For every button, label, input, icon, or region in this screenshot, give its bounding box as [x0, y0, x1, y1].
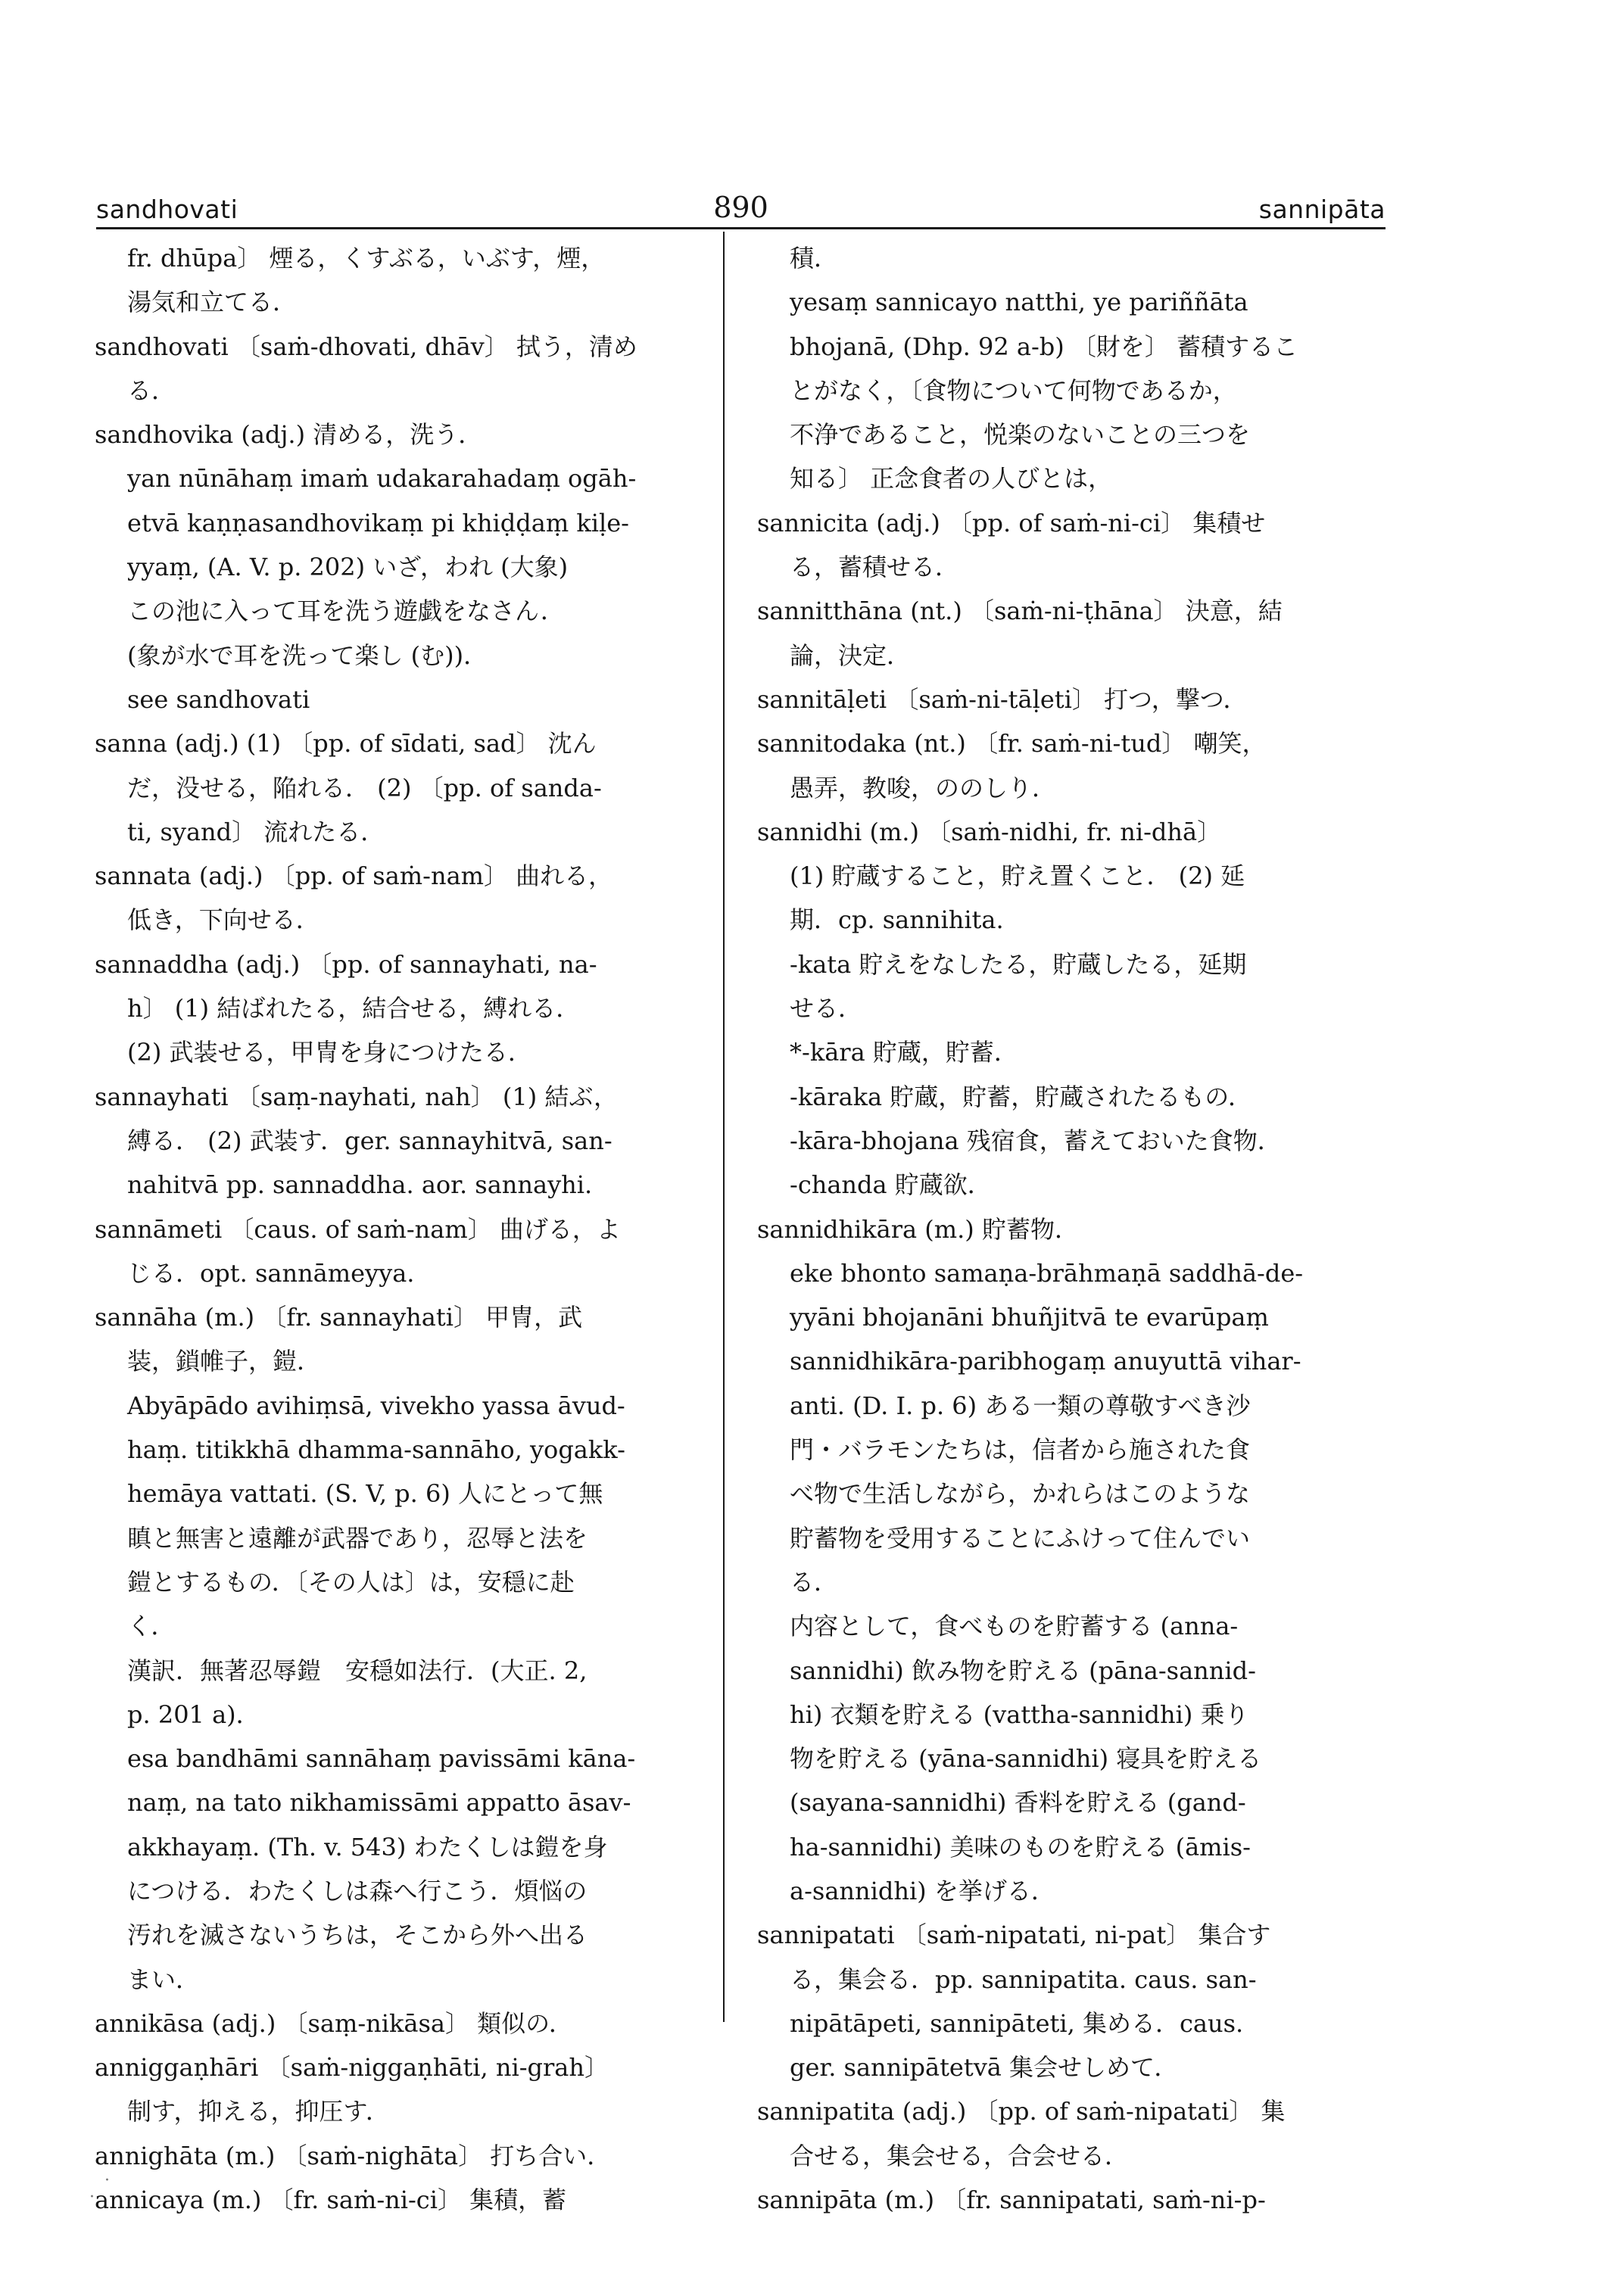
entry-line: る，蓄積せる． — [790, 553, 960, 582]
entry-line: h〕 (1) 結ばれたる，結合せる，縛れる． — [127, 994, 581, 1023]
entry-line: fr. dhūpa〕 煙る，くすぶる，いぶす，煙， — [127, 244, 606, 273]
entry-line: 貯蓄物を受用することにふけって住んでい — [790, 1523, 1251, 1553]
headword-line: annighāta (m.) 〔saṁ-nighāta〕 打ち合い． — [95, 2141, 612, 2170]
headword-line: sannitāḷeti 〔saṁ-ni-tāḷeti〕 打つ，撃つ． — [757, 684, 1248, 714]
entry-line: 門・バラモンたちは，信者から施された食 — [790, 1435, 1251, 1465]
entry-line: p. 201 a)． — [127, 1699, 260, 1729]
entry-line: 愚弄，教唆，ののしり． — [790, 773, 1057, 802]
scan-speck: · — [104, 2171, 110, 2190]
entry-line: hi) 衣類を貯える (vattha-sannidhi) 乗り — [790, 1699, 1249, 1729]
entry-line: see sandhovati — [127, 684, 310, 714]
entry-line: etvā kaṇṇasandhovikaṃ pi khiḍḍaṃ kiḷe- — [127, 508, 629, 537]
entry-line: 制す，抑える，抑圧す． — [127, 2097, 390, 2126]
entry-line: sannidhikāra-paribhogaṃ anuyuttā vihar- — [790, 1347, 1301, 1376]
entry-line: (象が水で耳を洗って楽し (む))． — [127, 640, 488, 670]
entry-line: yyāni bhojanāni bhuñjitvā te evarūpaṃ — [790, 1303, 1269, 1332]
page-header — [96, 189, 1386, 229]
entry-line: akkhayaṃ. (Th. v. 543) わたくしは鎧を身 — [127, 1832, 608, 1862]
entry-line: esa bandhāmi sannāhaṃ pavissāmi kāna- — [127, 1744, 636, 1774]
headword-line: annikāsa (adj.) 〔saṃ-nikāsa〕 類似の． — [95, 2008, 573, 2038]
entry-line: ha-sannidhi) 美味のものを貯える (āmis- — [790, 1832, 1251, 1862]
entry-line: (1) 貯蔵すること，貯え置くこと． (2) 延 — [790, 861, 1245, 891]
header-rule — [96, 227, 1386, 229]
entry-line: 湯気和立てる． — [127, 288, 298, 317]
headword-line: sannitodaka (nt.) 〔fr. saṁ-ni-tud〕 嘲笑， — [757, 729, 1267, 759]
entry-line: ti, syand〕 流れたる． — [127, 817, 385, 846]
headword-line: sannipāta (m.) 〔fr. sannipatati, saṁ-ni-p- — [757, 2186, 1266, 2215]
entry-line: anti. (D. I. p. 6) ある一類の尊敬すべき沙 — [790, 1391, 1251, 1420]
entry-line: 漢訳．無著忍辱鎧 安穏如法行．(大正. 2, — [127, 1656, 588, 1685]
entry-line: yyaṃ, (A. V. p. 202) いざ，われ (大象) — [127, 553, 569, 582]
entry-line: 装，鎖帷子，鎧． — [127, 1347, 322, 1376]
entry-line: -kāraka 貯蔵，貯蓄，貯蔵されたるもの． — [790, 1082, 1253, 1111]
headword-line: annicaya (m.) 〔fr. saṁ-ni-ci〕 集積，蓄 — [95, 2186, 567, 2215]
entry-line: hemāya vattati. (S. V, p. 6) 人にとって無 — [127, 1479, 603, 1509]
entry-line: 期．cp. sannihita. — [790, 905, 1004, 935]
entry-line: 積． — [790, 244, 839, 273]
entry-line: 知る〕 正念食者の人びとは， — [790, 464, 1113, 494]
page-number: 890 — [713, 191, 768, 224]
headword-line: sannipatita (adj.) 〔pp. of saṁ-nipatati〕 集 — [757, 2097, 1286, 2126]
entry-line: (2) 武装せる，甲冑を身につけたる． — [127, 1038, 532, 1067]
entry-line: この池に入って耳を洗う遊戯をなさん． — [127, 597, 565, 626]
entry-line: る． — [127, 375, 176, 405]
entry-line: ger. sannipātetvā 集会せしめて． — [790, 2053, 1179, 2083]
entry-line: 縛る． (2) 武装す．ger. sannayhitvā, san- — [127, 1126, 613, 1155]
entry-line: 低き，下向せる． — [127, 905, 320, 935]
right-column — [757, 236, 1386, 2222]
entry-line: 合せる，集会せる，合会せる． — [790, 2141, 1130, 2170]
headword-line: sandhovika (adj.) 清める，洗う． — [95, 420, 483, 450]
entry-line: とがなく，〔食物について何物であるか， — [790, 375, 1237, 405]
headword-line: sannitthāna (nt.) 〔saṁ-ni-ṭhāna〕 決意，結 — [757, 597, 1283, 626]
right-guide-word: sannipāta — [1258, 195, 1386, 224]
entry-line: る，集会る．pp. sannipatita. caus. san- — [790, 1964, 1257, 1994]
entry-line: nipātāpeti, sannipāteti, 集める．caus. — [790, 2008, 1244, 2038]
entry-line: naṃ, na tato nikhamissāmi appatto āsav- — [127, 1788, 631, 1818]
headword-line: sannipatati 〔saṁ-nipatati, ni-pat〕 集合す — [757, 1921, 1271, 1950]
entry-line: (sayana-sannidhi) 香料を貯える (gand- — [790, 1788, 1246, 1818]
column-divider — [723, 232, 725, 2022]
entry-line: べ物で生活しながら，かれらはこのような — [790, 1479, 1251, 1509]
entry-line: じる．opt. sannāmeyya. — [127, 1258, 415, 1288]
entry-line: Abyāpādo avihiṃsā, vivekho yassa āvud- — [127, 1391, 625, 1420]
entry-line: haṃ. titikkhā dhamma-sannāho, yogakk- — [127, 1435, 625, 1465]
left-column — [95, 236, 712, 2222]
headword-line: sannayhati 〔saṃ-nayhati, nah〕 (1) 結ぶ， — [95, 1082, 618, 1111]
entry-line: せる． — [790, 994, 863, 1023]
entry-line: nahitvā pp. sannaddha. aor. sannayhi. — [127, 1170, 593, 1200]
entry-line: -kata 貯えをなしたる，貯蔵したる，延期 — [790, 949, 1247, 979]
entry-line: a-sannidhi) を挙げる． — [790, 1876, 1055, 1905]
entry-line: 不浄であること，悦楽のないことの三つを — [790, 420, 1251, 450]
headword-line: anniggaṇhāri 〔saṁ-niggaṇhāti, ni-grah〕 — [95, 2053, 609, 2083]
headword-line: sannidhikāra (m.) 貯蓄物． — [757, 1214, 1079, 1244]
entry-line: 瞋と無害と遠離が武器であり，忍辱と法を — [127, 1523, 588, 1553]
entry-line: 物を貯える (yāna-sannidhi) 寝具を貯える — [790, 1744, 1262, 1774]
headword-line: sanna (adj.) (1) 〔pp. of sīdati, sad〕 沈ん — [95, 729, 597, 759]
entry-line: -chanda 貯蔵欲． — [790, 1170, 992, 1200]
left-guide-word: sandhovati — [96, 195, 238, 224]
entry-line: yesaṃ sannicayo natthi, ye pariññāta — [790, 288, 1248, 317]
entry-line: yan nūnāhaṃ imaṁ udakarahadaṃ ogāh- — [127, 464, 637, 494]
headword-line: sannidhi (m.) 〔saṁ-nidhi, fr. ni-dhā〕 — [757, 817, 1222, 846]
entry-line: *-kāra 貯蔵，貯蓄． — [790, 1038, 1018, 1067]
entry-line: まい． — [127, 1964, 201, 1994]
entry-line: -kāra-bhojana 残宿食，蓄えておいた食物． — [790, 1126, 1282, 1155]
entry-line: sannidhi) 飲み物を貯える (pāna-sannid- — [790, 1656, 1256, 1685]
headword-line: sannicita (adj.) 〔pp. of saṁ-ni-ci〕 集積せ — [757, 508, 1266, 537]
headword-line: sannaddha (adj.) 〔pp. of sannayhati, na- — [95, 949, 597, 979]
headword-line: sannāha (m.) 〔fr. sannayhati〕 甲冑，武 — [95, 1303, 583, 1332]
headword-line: sandhovati 〔saṁ-dhovati, dhāv〕 拭う，清め — [95, 332, 637, 361]
entry-line: につける．わたくしは森へ行こう．煩悩の — [127, 1876, 588, 1905]
entry-line: eke bhonto samaṇa-brāhmaṇā saddhā-de- — [790, 1258, 1304, 1288]
entry-line: く． — [127, 1612, 176, 1641]
entry-line: 内容として，食べものを貯蓄する (anna- — [790, 1612, 1239, 1641]
entry-line: bhojanā, (Dhp. 92 a-b) 〔財を〕 蓄積するこ — [790, 332, 1298, 361]
entry-line: る． — [790, 1567, 839, 1597]
headword-line: sannata (adj.) 〔pp. of saṁ-nam〕 曲れる， — [95, 861, 613, 891]
entry-line: 鎧とするもの．〔その人は〕は，安穏に赴 — [127, 1567, 575, 1597]
entry-line: 論，決定． — [790, 640, 912, 670]
headword-line: sannāmeti 〔caus. of saṁ-nam〕 曲げる，よ — [95, 1214, 621, 1244]
entry-line: 汚れを滅さないうちは，そこから外へ出る — [127, 1921, 588, 1950]
scan-speck: · — [89, 2188, 95, 2207]
entry-line: だ，没せる，陥れる． (2) 〔pp. of sanda- — [127, 773, 602, 802]
